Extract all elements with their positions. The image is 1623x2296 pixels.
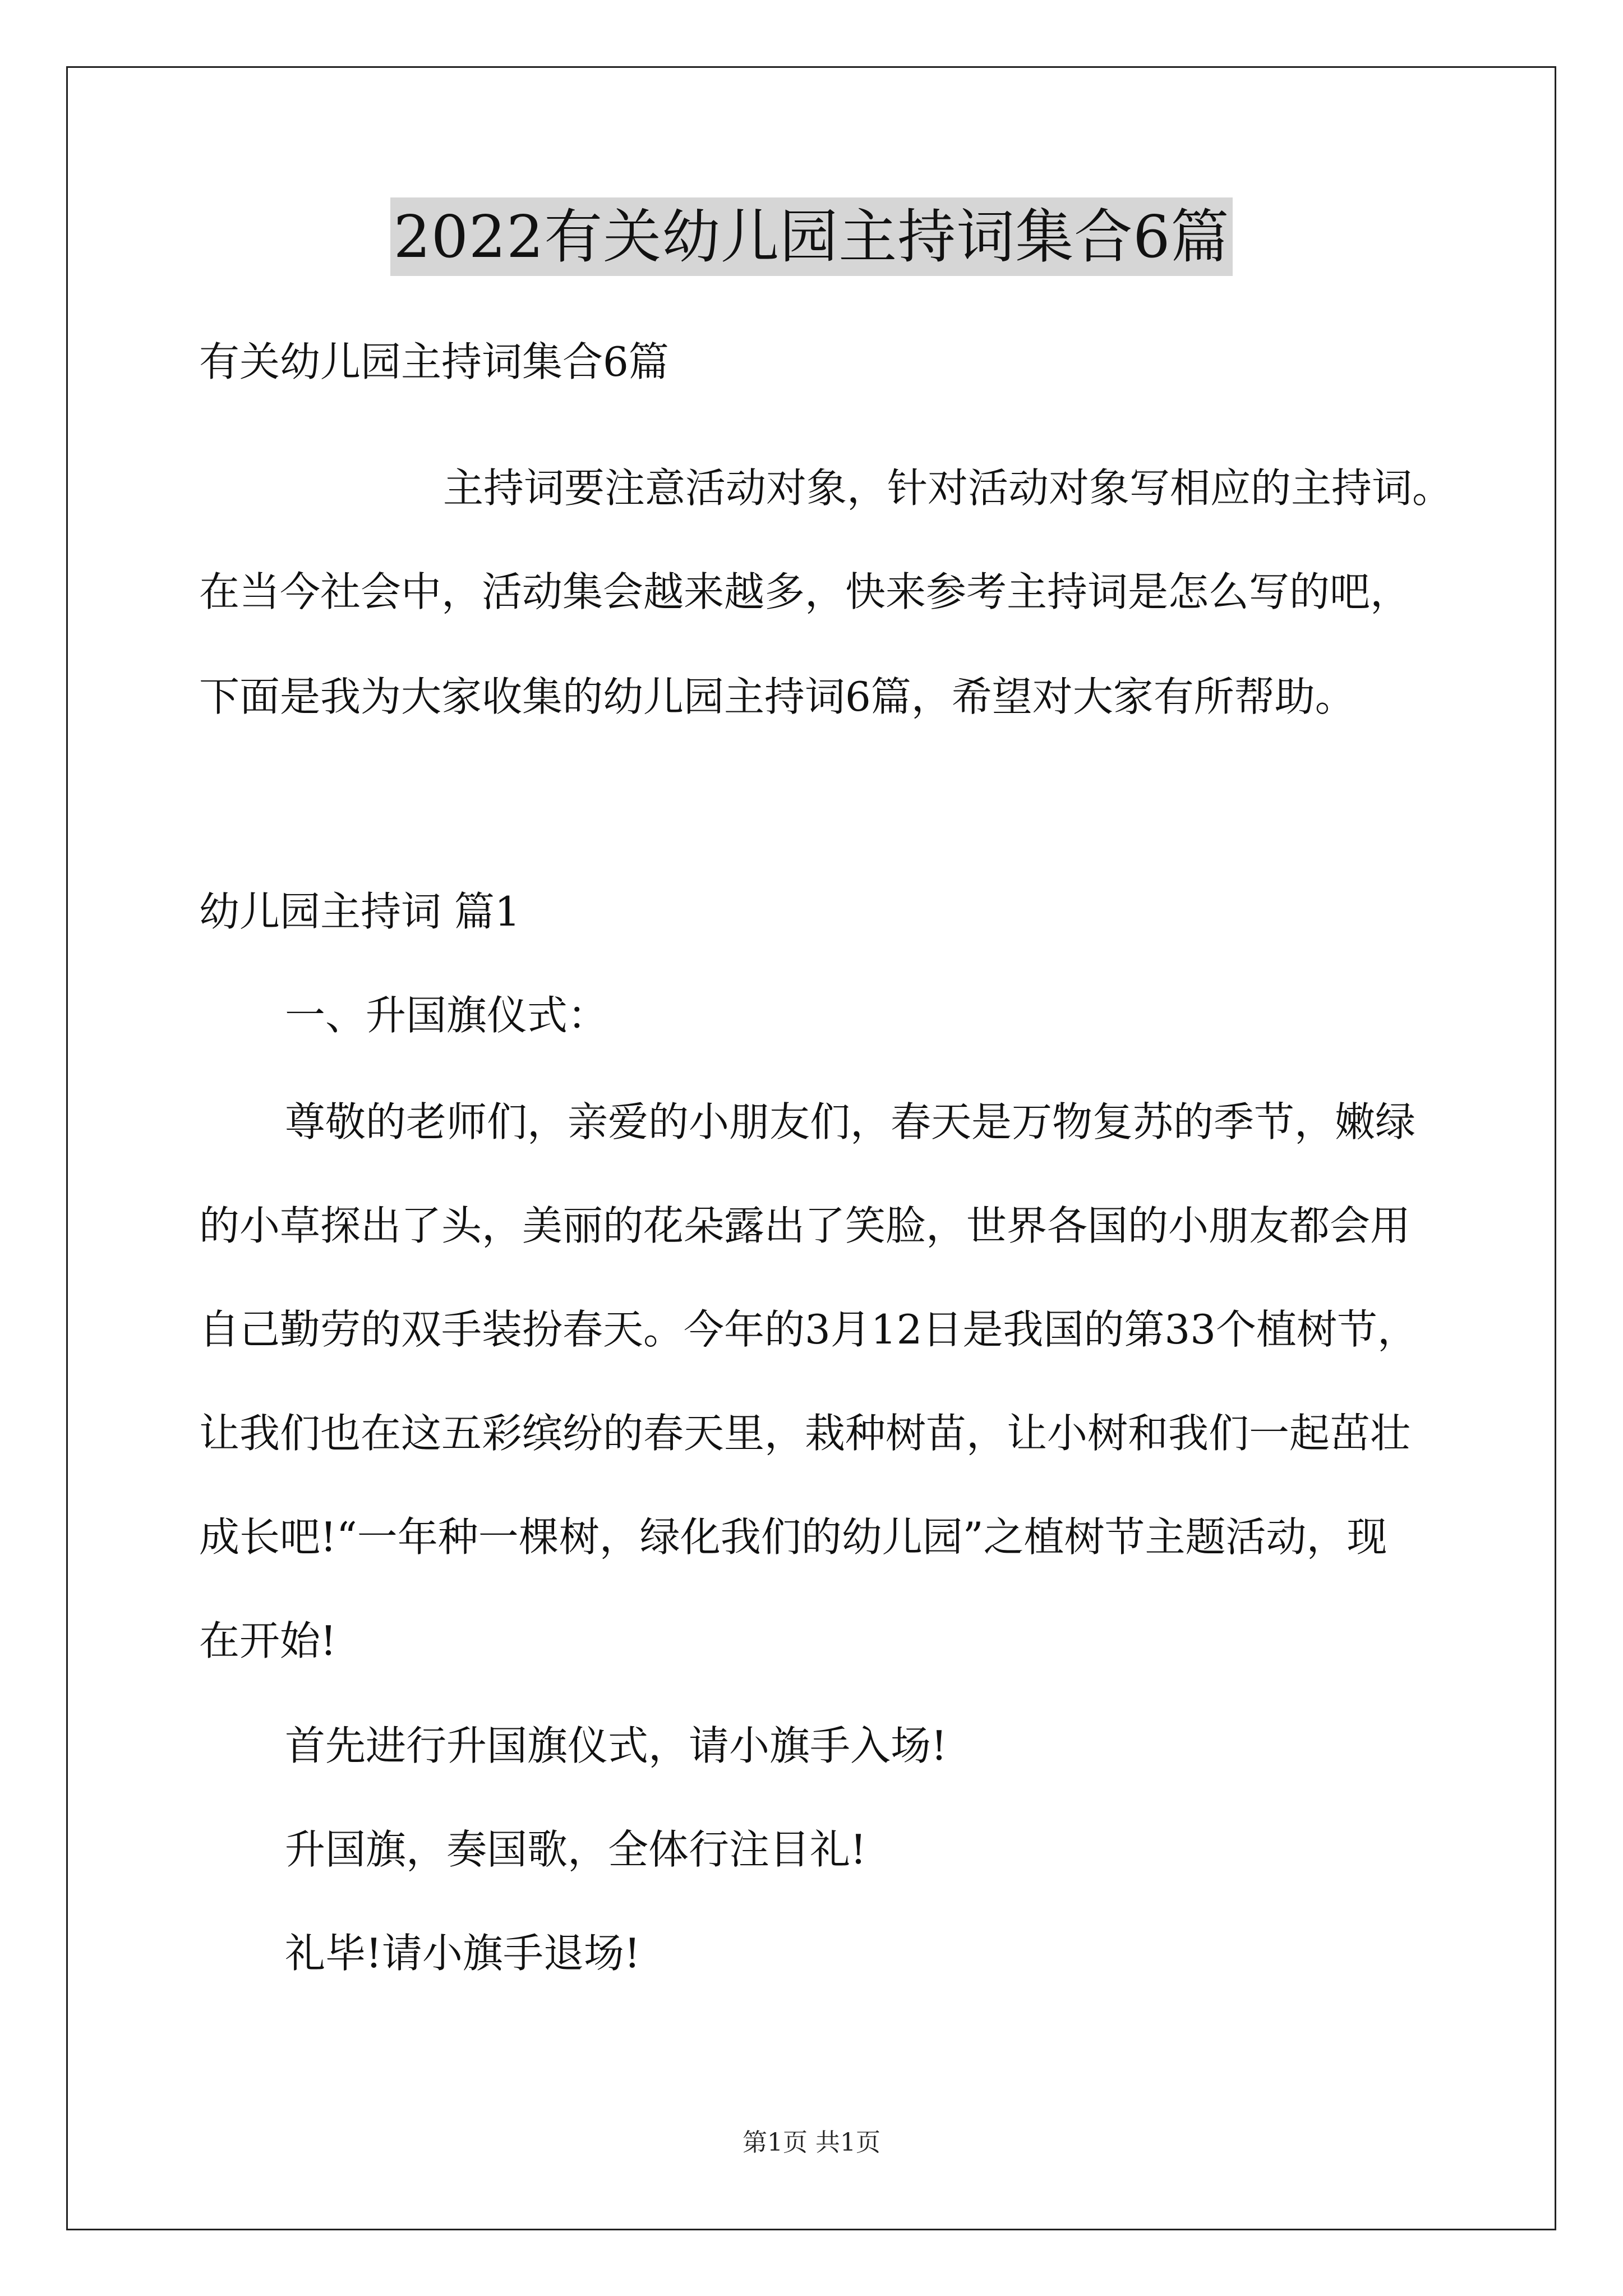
paragraph-line: 自己勤劳的双手装扮春天。今年的3月12日是我国的第33个植树节，	[199, 1306, 1418, 1353]
intro-line: 主持词要注意活动对象，针对活动对象写相应的主持词。	[443, 464, 1453, 512]
paragraph-line: 让我们也在这五彩缤纷的春天里，栽种树苗，让小树和我们一起茁壮	[199, 1410, 1411, 1457]
body-line: 礼毕!请小旗手退场!	[285, 1930, 640, 1977]
body-line: 首先进行升国旗仪式，请小旗手入场!	[285, 1722, 947, 1769]
page-footer: 第1页 共1页	[743, 2128, 880, 2157]
body-line: 升国旗，奏国歌，全体行注目礼!	[285, 1826, 866, 1873]
paragraph-line: 的小草探出了头，美丽的花朵露出了笑脸，世界各国的小朋友都会用	[199, 1202, 1411, 1249]
page-border	[66, 66, 1556, 2230]
document-subtitle: 有关幼儿园主持词集合6篇	[199, 338, 669, 385]
paragraph-line: 成长吧!“一年种一棵树，绿化我们的幼儿园”之植树节主题活动，现	[199, 1513, 1387, 1561]
paragraph-line: 在开始!	[199, 1617, 336, 1664]
document-title: 2022有关幼儿园主持词集合6篇	[390, 197, 1233, 276]
paragraph-line: 尊敬的老师们，亲爱的小朋友们，春天是万物复苏的季节，嫩绿	[285, 1098, 1416, 1145]
intro-line: 下面是我为大家收集的幼儿园主持词6篇，希望对大家有所帮助。	[199, 673, 1355, 720]
intro-line: 在当今社会中，活动集会越来越多，快来参考主持词是怎么写的吧，	[199, 568, 1411, 615]
title-wrap	[0, 197, 1623, 276]
section-heading: 幼儿园主持词 篇1	[199, 888, 520, 935]
item-heading: 一、升国旗仪式：	[285, 992, 608, 1039]
